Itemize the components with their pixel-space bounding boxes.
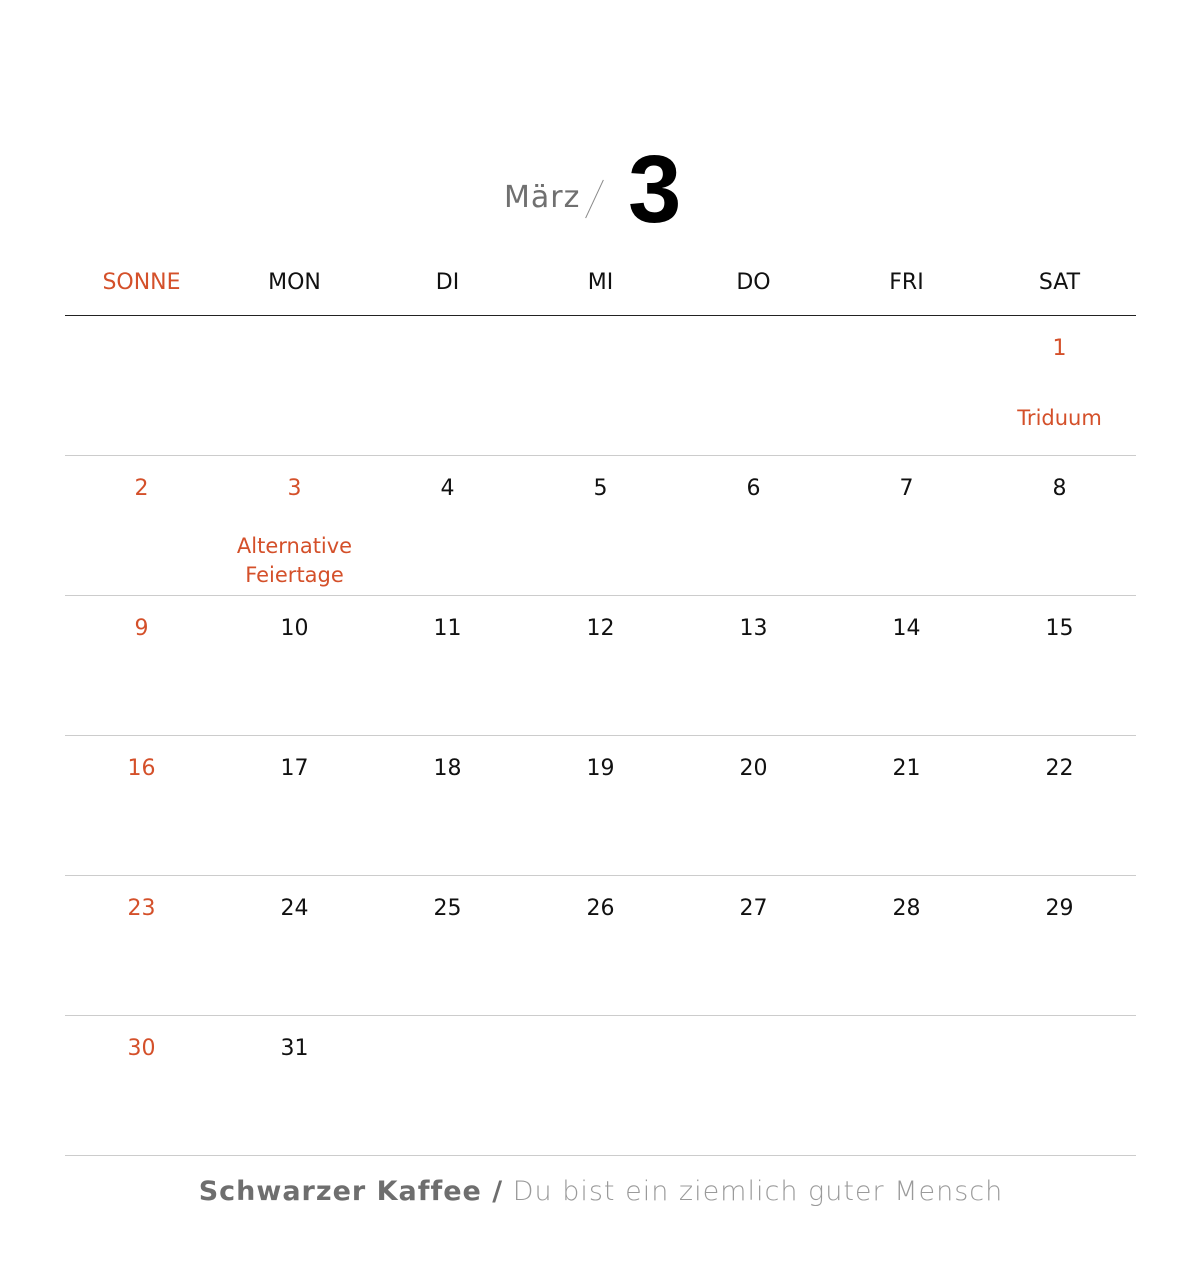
day-number: 25 bbox=[433, 896, 462, 921]
day-number: 15 bbox=[1045, 616, 1074, 641]
week-row bbox=[65, 456, 1136, 596]
day-number: 17 bbox=[280, 756, 309, 781]
day-cell bbox=[524, 316, 677, 455]
day-cell[interactable] bbox=[65, 876, 218, 1015]
day-cell[interactable] bbox=[218, 736, 371, 875]
day-number: 1 bbox=[1052, 336, 1067, 361]
month-name: März bbox=[504, 180, 581, 215]
day-cell[interactable] bbox=[983, 736, 1136, 875]
footer-title: Schwarzer Kaffee / bbox=[198, 1176, 504, 1207]
day-cell[interactable] bbox=[983, 456, 1136, 595]
day-cell bbox=[65, 316, 218, 455]
day-number: 19 bbox=[586, 756, 615, 781]
day-cell bbox=[830, 1016, 983, 1155]
day-cell[interactable] bbox=[371, 736, 524, 875]
weekday-sonne: SONNE bbox=[102, 270, 181, 295]
day-cell[interactable] bbox=[677, 456, 830, 595]
day-number: 11 bbox=[433, 616, 462, 641]
day-number: 24 bbox=[280, 896, 309, 921]
day-cell[interactable] bbox=[65, 736, 218, 875]
week-row bbox=[65, 1016, 1136, 1156]
day-number: 14 bbox=[892, 616, 921, 641]
day-cell[interactable] bbox=[371, 596, 524, 735]
week-row bbox=[65, 316, 1136, 456]
month-number: 3 bbox=[628, 136, 682, 243]
day-cell[interactable] bbox=[983, 876, 1136, 1015]
day-cell[interactable] bbox=[218, 876, 371, 1015]
day-cell[interactable] bbox=[218, 1016, 371, 1155]
day-number: 13 bbox=[739, 616, 768, 641]
day-cell[interactable] bbox=[524, 736, 677, 875]
day-number: 8 bbox=[1052, 476, 1067, 501]
day-cell[interactable] bbox=[983, 596, 1136, 735]
calendar-grid bbox=[65, 316, 1136, 1156]
day-number: 3 bbox=[287, 476, 302, 501]
day-cell[interactable] bbox=[65, 1016, 218, 1155]
day-cell[interactable] bbox=[524, 596, 677, 735]
holiday-label: Alternative Feiertage bbox=[236, 534, 353, 587]
day-cell bbox=[371, 316, 524, 455]
weekday-header bbox=[65, 270, 1136, 295]
day-cell[interactable] bbox=[830, 876, 983, 1015]
day-number: 26 bbox=[586, 896, 615, 921]
day-cell[interactable] bbox=[218, 596, 371, 735]
week-row bbox=[65, 876, 1136, 1016]
day-number: 31 bbox=[280, 1036, 309, 1061]
day-number: 16 bbox=[127, 756, 156, 781]
day-cell[interactable] bbox=[524, 456, 677, 595]
day-number: 22 bbox=[1045, 756, 1074, 781]
day-number: 30 bbox=[127, 1036, 156, 1061]
day-cell[interactable] bbox=[677, 596, 830, 735]
weekday-sat: SAT bbox=[1038, 270, 1081, 295]
day-cell[interactable] bbox=[371, 876, 524, 1015]
day-cell[interactable] bbox=[677, 736, 830, 875]
weekday-fri: FRI bbox=[889, 270, 924, 295]
day-cell bbox=[830, 316, 983, 455]
day-cell bbox=[218, 316, 371, 455]
week-row bbox=[65, 736, 1136, 876]
day-number: 10 bbox=[280, 616, 309, 641]
day-cell[interactable] bbox=[371, 456, 524, 595]
day-number: 28 bbox=[892, 896, 921, 921]
day-number: 29 bbox=[1045, 896, 1074, 921]
day-cell[interactable] bbox=[677, 876, 830, 1015]
day-cell[interactable] bbox=[65, 596, 218, 735]
day-number: 21 bbox=[892, 756, 921, 781]
day-cell bbox=[677, 316, 830, 455]
day-number: 6 bbox=[746, 476, 761, 501]
weekday-do: DO bbox=[736, 270, 771, 295]
day-number: 27 bbox=[739, 896, 768, 921]
day-number: 23 bbox=[127, 896, 156, 921]
day-number: 2 bbox=[134, 476, 149, 501]
day-number: 4 bbox=[440, 476, 455, 501]
weekday-mi: MI bbox=[587, 270, 614, 295]
weekday-di: DI bbox=[435, 270, 460, 295]
day-number: 7 bbox=[899, 476, 914, 501]
day-cell[interactable] bbox=[830, 596, 983, 735]
day-cell bbox=[371, 1016, 524, 1155]
holiday-label: Triduum bbox=[1017, 406, 1102, 430]
weekday-mon: MON bbox=[268, 270, 321, 295]
footer-caption bbox=[0, 1176, 1202, 1207]
day-cell[interactable] bbox=[65, 456, 218, 595]
day-cell bbox=[677, 1016, 830, 1155]
day-number: 5 bbox=[593, 476, 608, 501]
week-row bbox=[65, 596, 1136, 736]
day-cell[interactable] bbox=[830, 456, 983, 595]
day-cell[interactable] bbox=[524, 876, 677, 1015]
day-number: 12 bbox=[586, 616, 615, 641]
day-cell bbox=[524, 1016, 677, 1155]
calendar-title bbox=[0, 136, 1202, 243]
day-cell[interactable] bbox=[218, 456, 371, 595]
day-number: 18 bbox=[433, 756, 462, 781]
footer-subtitle: Du bist ein ziemlich guter Mensch bbox=[503, 1176, 1004, 1207]
day-number: 9 bbox=[134, 616, 149, 641]
day-cell[interactable] bbox=[830, 736, 983, 875]
title-divider bbox=[585, 180, 604, 218]
day-cell bbox=[983, 1016, 1136, 1155]
day-number: 20 bbox=[739, 756, 768, 781]
day-cell[interactable] bbox=[983, 316, 1136, 455]
